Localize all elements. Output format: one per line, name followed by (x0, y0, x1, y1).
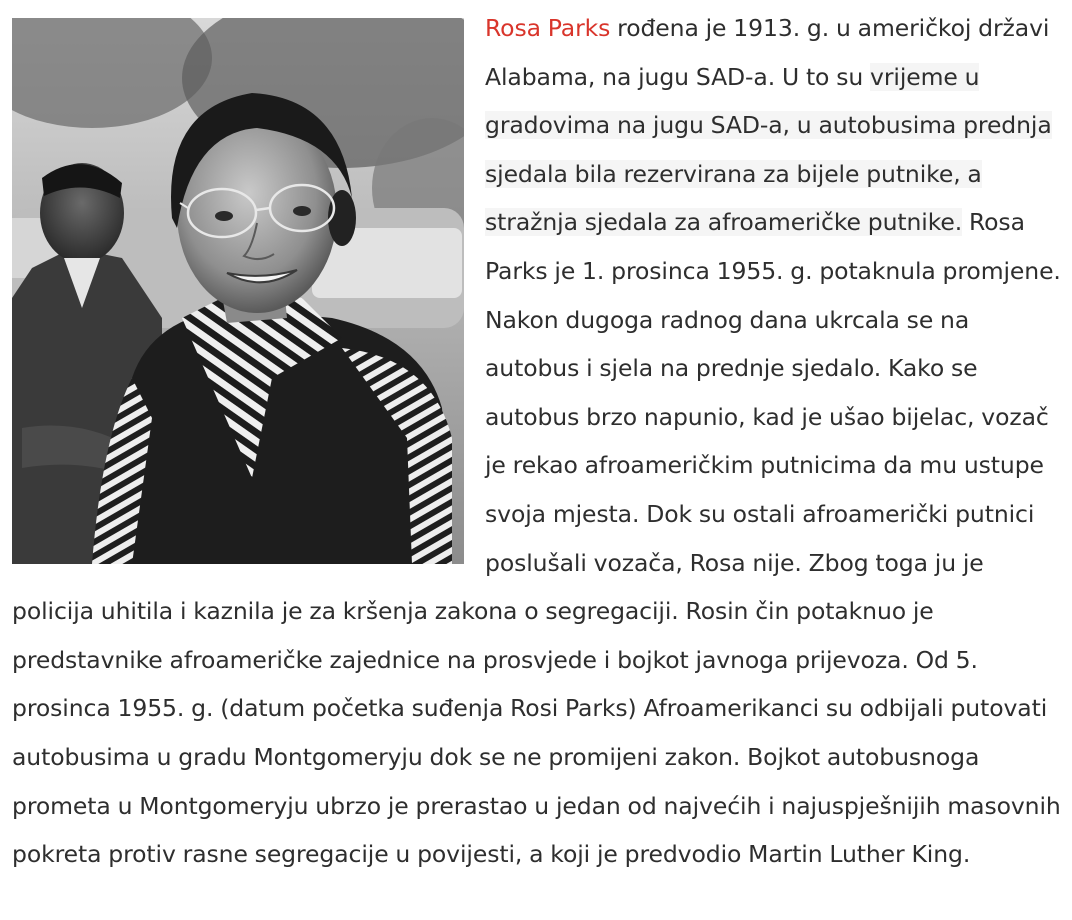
paragraph-text-highlight: vrijeme u gradovima na jugu SAD-a, u autobusima prednja sjedala bila rezervirana za bijele putnike, a stražnja sjedala za afroameričke putnike. (485, 62, 1052, 237)
rosa-parks-photo-icon (12, 18, 464, 564)
article-paragraph (12, 4, 1064, 879)
paragraph-text-3: Rosa Parks je 1. prosinca 1955. g. potaknula promjene. Nakon dugoga radnog dana ukrcala se na autobus i sjela na prednje sjedalo. Kako se autobus brzo napunio, kad je ušao bijelac, vozač je rekao afroameričkim putnicima da mu ustupe svoja mjesta. Dok su ostali afroamerički putnici poslušali vozača, Rosa nije. Zbog toga ju je policija uhitila i kaznila je za kršenja zakona o segregaciji. Rosin čin potaknuo je predstavnike afroameričke zajednice na prosvjede i bojkot javnoga prijevoza. Od 5. prosinca 1955. g. (datum početka suđenja Rosi Parks) Afroamerikanci su odbijali putovati autobusima u gradu Montgomeryju dok se ne promijeni zakon. Bojkot autobusnoga prometa u Montgomeryju ubrzo je prerastao u jedan od najvećih i najuspješnijih masovnih pokreta protiv rasne segregacije u povijesti, a koji je predvodio Martin Luther King. (12, 208, 1061, 869)
rosa-parks-link[interactable]: Rosa Parks (485, 14, 611, 42)
paragraph-text-1: rođena je 1913. g. u američkoj državi Alabama, na jugu SAD-a. U to su (485, 14, 1050, 91)
